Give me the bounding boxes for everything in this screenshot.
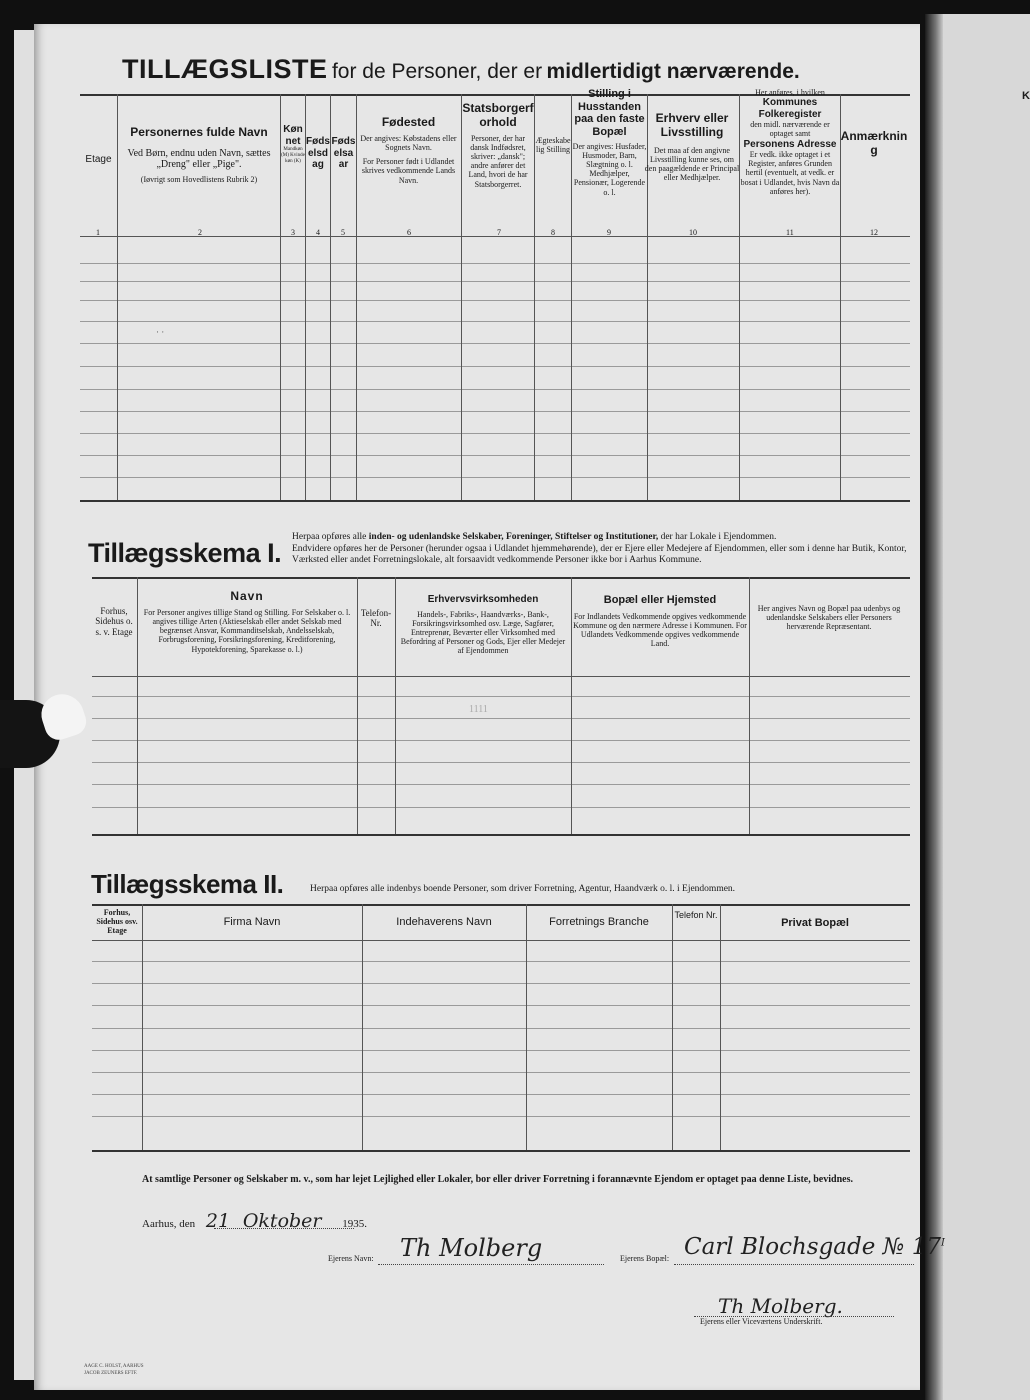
- date-place: Aarhus, den: [142, 1218, 196, 1230]
- col-10-header: [644, 112, 740, 182]
- list-title-rest: for de Personer, der er: [331, 60, 543, 83]
- schema1-col-home: Bopæl eller Hjemsted: [603, 594, 717, 606]
- schema1-intro-2: Endvidere opføres her de Personer (herunder ogsaa i Udlandet hjemmehørende), der er Ejere eller Medejere af Ejendommen, eller som i denne har Butik, Kontor, Værksted eller andet Forretningslokale, alt forsaavidt vedkommende Personer ikke bor i Aarhus Kommune.: [292, 543, 907, 566]
- schema2-col-owner: Indehaverens Navn: [396, 916, 492, 928]
- certification-text: At samtlige Personer og Selskaber m. v., som har lejet Lejlighed eller Lokaler, bor eller driver Forretning i forannævnte Ejendom er optaget paa denne Liste, bevidnes.: [142, 1174, 853, 1185]
- schema2-col-phone: Telefon Nr.: [674, 910, 718, 920]
- col-6-title: Fødested: [381, 115, 436, 129]
- col-12-header: [840, 130, 908, 158]
- col-7-header: [462, 102, 534, 189]
- col-8-title: Ægteskabelig Stilling: [535, 136, 571, 155]
- col-9-title: Stilling i Husstanden paa den faste Bopæl: [574, 88, 645, 138]
- owner-address-sup: I: [941, 1237, 945, 1249]
- col-9-header: [572, 88, 647, 197]
- schema1-col-home-note: For Indlandets Vedkommende opgives vedkommende Kommune og den nærmere Adresse i Kommunen. For Udlandets Vedkommende opgives vedkommende Land.: [573, 611, 747, 649]
- schema1-col-name-header: [139, 590, 355, 654]
- col-11-header: [740, 88, 840, 196]
- col-11-title2: Personens Adresse: [743, 138, 837, 150]
- col-3-header: [281, 124, 305, 164]
- owner-address-text: Carl Blochsgade № 17: [684, 1234, 941, 1260]
- owner-signature: Th Molberg.: [718, 1294, 843, 1318]
- date-month: Oktober: [242, 1210, 322, 1232]
- schema2-col-firm: Firma Navn: [223, 916, 281, 928]
- date-year: 1935.: [342, 1218, 367, 1230]
- owner-address: [684, 1234, 945, 1260]
- schema1-col-name: Navn: [230, 589, 264, 603]
- col-6-note2: For Personer født i Udlandet skrives vedkommende Lands Navn.: [361, 157, 456, 185]
- schema1-intro-a: Herpaa opføres alle: [292, 532, 367, 542]
- col-4-title: Fødselsdag: [306, 136, 330, 170]
- schema1-col-business-header: [397, 594, 569, 655]
- col-10-note: Det maa af den angivne Livsstilling kunne ses, om den paagældende er Principal eller Medhjælper.: [644, 145, 740, 183]
- col-6-header: [358, 116, 459, 185]
- col-4-header: [306, 136, 330, 171]
- col-5-header: [331, 136, 356, 171]
- col-11-title: Kommunes Folkeregister: [758, 97, 822, 120]
- col-num-10: 10: [689, 228, 697, 237]
- col-10-title: Erhverv eller Livsstilling: [655, 111, 729, 139]
- col-num-9: 9: [607, 228, 611, 237]
- schema2-col-branch: Forretnings Branche: [549, 916, 649, 928]
- col-3-title: Kønnet: [283, 124, 303, 147]
- col-num-7: 7: [497, 228, 501, 237]
- col-12-title: Anmærkning: [840, 129, 908, 157]
- col-11-pre: Her anføres, i hvilken: [755, 88, 825, 97]
- col-2-note: Ved Børn, endnu uden Navn, sættes „Dreng" eller „Pige".: [127, 147, 271, 171]
- list-title-emph: midlertidigt nærværende.: [546, 60, 800, 83]
- schema2-col-home: Privat Bopæl: [781, 917, 849, 929]
- col-1-header: [80, 154, 117, 166]
- list-title: [122, 54, 800, 85]
- owner-address-label: Ejerens Bopæl:: [620, 1254, 670, 1263]
- schema1-col-representative: Her angives Navn og Bopæl paa udenbys og udenlandske Selskabers eller Personers herværende Repræsentant.: [757, 604, 901, 632]
- col-5-title: Fødselsaar: [331, 136, 356, 170]
- schema1-faint-mark: 1111: [469, 704, 488, 715]
- printer-imprint: [84, 1364, 144, 1377]
- schema2-col-floor: Forhus, Sidehus osv. Etage: [96, 908, 138, 936]
- col-8-header: [535, 136, 571, 154]
- col-num-5: 5: [341, 228, 345, 237]
- stray-mark: · ·: [156, 327, 165, 337]
- date-day: 21: [205, 1210, 231, 1232]
- schema1-col-phone: Telefon-Nr.: [360, 608, 392, 629]
- col-num-3: 3: [291, 228, 295, 237]
- schema1-intro-b: inden- og udenlandske Selskaber, Foreninger, Stiftelser og Institutioner,: [368, 532, 659, 542]
- col-2-note2: (Iøvrigt som Hovedlistens Rubrik 2): [140, 174, 258, 184]
- schema1-title: Tillægsskema I.: [88, 538, 282, 568]
- printer-line-2: JACOB ZEUNERS EFTF.: [84, 1370, 138, 1376]
- col-2-title: Personernes fulde Navn: [130, 125, 268, 139]
- col-num-2: 2: [198, 228, 202, 237]
- col-3-note: Mandkøn (M) Kvindekøn (K): [281, 147, 305, 164]
- col-7-note: Personer, der har dansk Indfødsret, skriver: „dansk"; andre anfører det Land, hvori de har Statsborgerret.: [468, 133, 528, 189]
- col-num-1: 1: [96, 228, 100, 237]
- form-page: [34, 24, 945, 1390]
- schema1-col-floor: Forhus, Sidehus o. s. v. Etage: [95, 606, 133, 637]
- printer-line-1: AAGE C. HOLST, AARHUS: [84, 1364, 144, 1369]
- schema1-col-business-note: Handels-, Fabriks-, Haandværks-, Bank-, Forsikringsvirksomhed osv. Læge, Sagfører, Entreprenør, Beværter eller Virksomhed med Befordring af Personer og Gods, Ejer eller Medejer af Ejendommen: [400, 609, 566, 656]
- schema2-title: Tillægsskema II.: [91, 869, 284, 899]
- col-11-mid: den midl. nærværende er optaget samt: [750, 120, 830, 139]
- binder-clip: [0, 690, 92, 780]
- col-7-title: Statsborgerforhold: [462, 101, 534, 129]
- adjacent-page: [925, 14, 1030, 1400]
- schema1-intro: [292, 532, 910, 567]
- col-num-6: 6: [407, 228, 411, 237]
- list-title-bold: TILLÆGSLISTE: [122, 54, 328, 84]
- col-num-8: 8: [551, 228, 555, 237]
- col-num-4: 4: [316, 228, 320, 237]
- col-2-header: [120, 126, 278, 184]
- col-1-title: Etage: [85, 154, 112, 165]
- col-num-12: 12: [870, 228, 878, 237]
- adjacent-page-letter: K: [1022, 90, 1030, 102]
- signature-label: Ejerens eller Viceværtens Underskrift.: [700, 1317, 823, 1326]
- col-11-note: Er vedk. ikke optaget i et Register, anføres Grunden hertil (eventuelt, at vedk. er bosat i Udlandet, hvis Navn da anføres her).: [740, 150, 840, 196]
- col-num-11: 11: [786, 228, 794, 237]
- owner-name: Th Molberg: [400, 1234, 543, 1262]
- col-9-note: Der angives: Husfader, Husmoder, Barn, Slægtning o. l. Medhjælper, Pensionær, Logerende o. l.: [572, 141, 647, 197]
- schema1-col-business: Erhvervsvirksomheden: [427, 594, 539, 605]
- schema1-col-home-header: [573, 594, 747, 648]
- schema2-intro: Herpaa opføres alle indenbys boende Personer, som driver Forretning, Agentur, Haandværk o. l. i Ejendommen.: [310, 884, 736, 894]
- schema1-intro-c: der har Lokale i Ejendommen.: [660, 532, 777, 542]
- schema1-col-name-note: For Personer angives tillige Stand og Stilling. For Selskaber o. l. angives tillige Arten (Aktieselskab eller andet Selskab med begrænset Ansvar, Kommanditselskab, Andelsselskab, Forbrugsforening, Forsikringsforening, Kreditforening, Hypotekforening, Sparekasse o. l.): [143, 607, 351, 654]
- owner-name-label: Ejerens Navn:: [328, 1254, 374, 1263]
- col-6-note: Der angives: Købstadens eller Sognets Navn.: [360, 133, 457, 152]
